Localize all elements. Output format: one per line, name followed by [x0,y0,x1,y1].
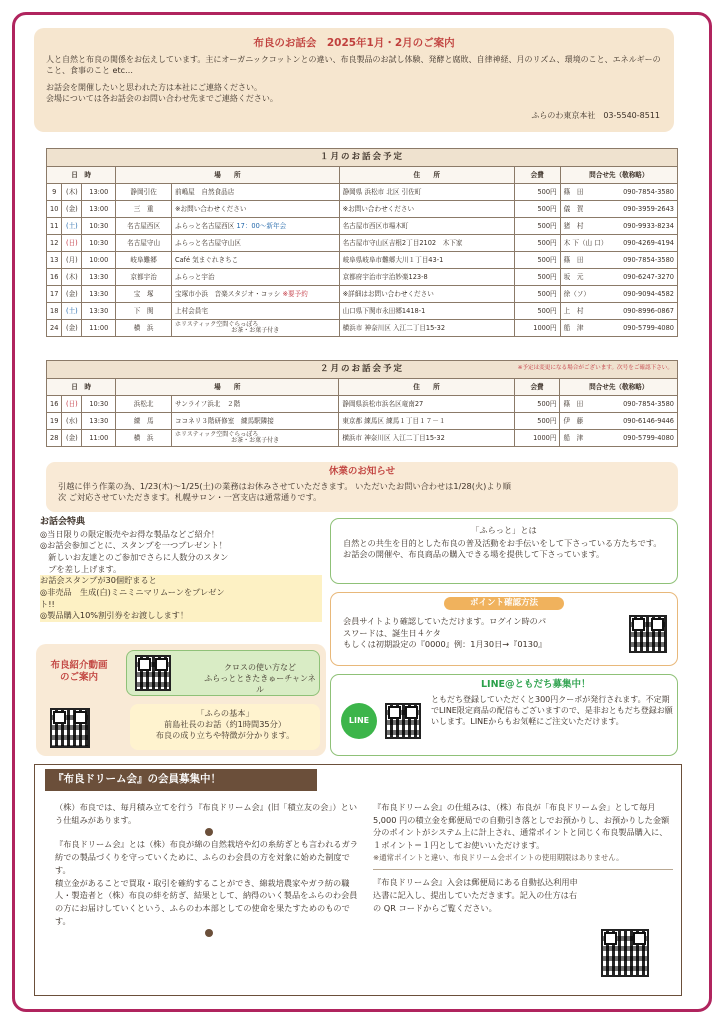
event-fee: 500円 [514,286,560,303]
venue-name: 宝塚市小浜 音楽スタジオ・コッシ ※要予約 [172,286,340,303]
intro-para-1: 人と自然と布良の関係をお伝えしています。主にオーガニックコットンとの違い、布良製品のお試し体験、発酵と腐敗、自律神経、月のリズム、環境のこと、エネルギーのこと、食事のこと etc… [46,55,661,75]
february-schedule-title [47,361,678,379]
basics-video-qr-code[interactable] [50,708,90,748]
contact-cell [560,252,677,269]
february-schedule-title-text: ２月のお話会予定 [319,363,404,374]
event-fee: 1000円 [514,320,560,337]
col-header-fee: 会費 [514,167,560,184]
contact-name: 儀 賀 [563,204,584,213]
event-weekday: (木) [62,184,82,201]
event-time: 13:00 [82,201,116,218]
venue-name: ココネリ３階研修室 練馬駅隣接 [171,413,338,430]
col-header-venue: 場 所 [116,167,339,184]
col-header-datetime: 日 時 [47,379,116,396]
event-city: 宝 塚 [116,286,172,303]
dream-qr-code[interactable] [601,929,649,977]
contact-cell [560,235,677,252]
venue-address: 名古屋市守山区吉根2丁目2102 木下家 [339,235,514,252]
benefit-line: ◎非売品 生成(白)ミニミニマリムーンをプレゼン [40,587,322,599]
video-title [44,660,114,685]
contact-phone: 090-9094-4582 [623,289,674,298]
benefit-line: お話会スタンプが30個貯まると [40,575,322,587]
event-day: 10 [47,201,62,218]
venue-name: サンライフ浜北 ２階 [171,396,338,413]
contact-phone: 090-5799-4080 [623,323,674,332]
furatto-panel [330,518,678,584]
venue-address: 山口県下関市永田郷1418-1 [339,303,514,320]
event-weekday: (月) [62,252,82,269]
furatto-title: 「ふらっと」とは [471,525,537,535]
venue-address: 静岡県浜松市浜名区竜南27 [339,396,514,413]
dream-apply-text: 『布良ドリーム会』入会は郵便局にある自動払込利用申込書に記入し、提出していただきます。記入の仕方は右の QR コードからご覧ください。 [373,877,578,913]
schedule-row [47,413,678,430]
venue-address: 岐阜県岐阜市難郷大川１丁目43-1 [339,252,514,269]
venue-address: 静岡県 浜松市 北区 引佐町 [339,184,514,201]
line-text: ともだち登録していただくと300円クーポが発行されます。不定期でLINE限定商品の配信もございますので、是非おともだち登録お願いします。LINEからもお気軽にご注文いただけます。 [431,695,673,726]
venue-name: 上村会員宅 [172,303,340,320]
col-header-contact: 問合せ先（敬称略） [560,379,678,396]
event-time: 13:30 [82,303,116,320]
contact-cell [560,184,677,201]
event-day: 11 [47,218,62,235]
event-time: 10:00 [82,252,116,269]
point-panel [330,592,678,666]
contact-name: 猪 村 [563,221,584,230]
schedule-row [47,184,678,201]
closure-notice [46,462,678,512]
venue-address: 横浜市 神奈川区 入江二丁目15-32 [339,320,514,337]
benefits-title: お話会特典 [40,517,86,527]
event-day: 16 [47,396,62,413]
schedule-row [47,286,678,303]
intro-title: 布良のお話会 2025年1月・2月のご案内 [253,37,455,49]
venue-name: ふらっと宇治 [172,269,340,286]
dream-para-2: 『布良ドリーム会』とは（株）布良が綿の自然栽培や幻の糸紡ぎとも言われるガラ紡での製品づくりを守っていくために、ふらのわ会員の方を対象に始めた制度です。 [55,839,358,875]
schedule-row [47,320,678,337]
benefit-line: ◎製品購入10%割引券をお渡しします！ [40,610,322,622]
benefit-line: 新しいお友達とのご参加でさらに人数分のスタン [40,552,229,563]
intro-panel [34,28,674,132]
contact-name: 坂 元 [563,272,584,281]
venue-address: ※詳細はお問い合わせください [339,286,514,303]
event-city: 浜松北 [116,396,172,413]
closure-text-2: 次 ご対応させていただきます。札幌サロン・一宮支店は通常通りです。 [58,491,322,502]
event-weekday: (金) [62,320,82,337]
benefit-line: ト!! [40,599,322,611]
channel-qr-code[interactable] [135,655,171,691]
event-time: 11:00 [82,430,116,447]
schedule-change-note: ※予定は変更になる場合がございます。次号をご確認下さい。 [517,365,673,371]
february-schedule-table [46,360,678,447]
event-fee: 500円 [514,269,560,286]
event-city: 岐阜難郷 [116,252,172,269]
event-time: 10:30 [82,235,116,252]
event-day: 12 [47,235,62,252]
event-city: 練 馬 [116,413,172,430]
bullet-dot-icon [205,828,213,836]
event-day: 24 [47,320,62,337]
venue-name: 前嶋屋 自然食品店 [172,184,340,201]
venue-address: 東京都 練馬区 練馬１丁目１７－１ [339,413,514,430]
schedule-row [47,218,678,235]
schedule-row [47,252,678,269]
dream-club-panel [34,764,682,996]
event-fee: 500円 [514,235,560,252]
line-qr-code[interactable] [385,703,421,739]
event-city: 下 関 [116,303,172,320]
event-day: 16 [47,269,62,286]
dream-expiry-note: ※通常ポイントと違い、布良ドリーム会ポイントの使用期限はありません。 [373,852,624,862]
col-header-contact: 問合せ先（敬称略） [560,167,677,184]
event-time: 13:30 [82,286,116,303]
intro-para-3: 会場については各お話会のお問い合わせ先までご連絡ください。 [46,93,278,103]
event-fee: 500円 [514,396,560,413]
event-weekday: (木) [62,269,82,286]
event-time: 13:00 [82,184,116,201]
channel-text-1: クロスの使い方など [224,663,296,672]
contact-name: 徐（ソ） [563,289,591,298]
dream-para-1: （株）布良では、毎月積み立てを行う『布良ドリーム会』(旧「積立友の会」）という仕組みがあります。 [55,802,358,825]
event-city: 横 浜 [116,430,172,447]
benefit-line: プを差し上げます。 [40,563,122,574]
venue-name: ホリスティック空間ぐらっぽろ お茶・お菓子付き [172,320,340,337]
basics-box [130,704,320,750]
event-day: 17 [47,286,62,303]
point-text-1: 会員サイトより確認していただけます。ログイン時のパ [343,616,547,627]
point-text-2: スワードは、誕生日４ケタ [343,627,441,638]
venue-address: 横浜市 神奈川区 入江二丁目15-32 [339,430,514,447]
schedule-row [47,269,678,286]
basics-title: 「ふらの基本」 [196,708,254,718]
event-time: 10:30 [82,396,116,413]
venue-name: Café 気まぐれきちこ [172,252,340,269]
event-city: 名古屋守山 [116,235,172,252]
contact-phone: 090-7854-3580 [623,255,674,264]
channel-text-2: ふらっとときたきゅーチャンネル [204,673,316,694]
intro-contact: ふらのわ東京本社 03-5540-8511 [531,111,660,121]
benefit-line: ◎お話会参加ごとに、スタンプを一つプレゼント！ [40,540,227,551]
video-title-line-1: 布良紹介動画 [50,660,108,671]
contact-phone: 090-8996-0867 [623,306,674,315]
event-city: 横 浜 [116,320,172,337]
contact-name: 船 津 [563,433,584,442]
event-fee: 500円 [514,201,560,218]
event-day: 18 [47,303,62,320]
benefit-line: ◎当日限りの限定販売やお得な製品などご紹介！ [40,528,220,539]
contact-name: 篠 田 [563,187,584,196]
channel-box [126,650,320,696]
event-fee: 500円 [514,413,560,430]
event-city: 静岡引佐 [116,184,172,201]
contact-phone: 090-6247-3270 [623,272,674,281]
venue-address: 京都府宇治市宇治妙楽123-8 [339,269,514,286]
venue-name: ※お問い合わせください [172,201,340,218]
event-day: 9 [47,184,62,201]
contact-phone: 090-6146-9446 [623,416,674,425]
event-day: 19 [47,413,62,430]
basics-text-2: 布良の成り立ちや特徴が分かります。 [155,730,295,741]
schedule-row [47,396,678,413]
basics-text-1: 前島社長のお話（約1時間35分） [163,719,287,730]
venue-name: ホリスティック空間ぐらっぽろ お茶・お菓子付き [171,430,338,447]
schedule-row [47,430,678,447]
contact-cell [560,218,677,235]
contact-name: 船 津 [563,323,584,332]
bullet-dot-icon [205,929,213,937]
contact-name: 木 下（山 口） [563,238,608,247]
closure-text-1: 引越に伴う作業の為、1/23(木)～1/25(土)の業務はお休みさせていただきます。 いただいたお問い合わせは1/28(火)より順 [58,480,511,491]
dream-header: 『布良ドリーム会』の会員募集中！ [45,769,317,791]
point-qr-code[interactable] [629,615,667,653]
contact-name: 上 村 [563,306,584,315]
event-weekday: (土) [62,303,82,320]
contact-name: 篠 田 [563,255,584,264]
line-panel [330,674,678,756]
contact-cell [560,430,678,447]
contact-cell [560,269,677,286]
point-text-3: もしくは初期設定の『0000』例：1月30日→『0130』 [343,638,547,649]
contact-cell [560,303,677,320]
event-time: 10:30 [82,218,116,235]
event-fee: 500円 [514,252,560,269]
contact-cell [560,320,677,337]
venue-address: 名古屋市西区市場木町 [339,218,514,235]
event-day: 28 [47,430,62,447]
contact-phone: 090-7854-3580 [623,399,674,408]
contact-phone: 090-3959-2643 [623,204,674,213]
col-header-address: 住 所 [339,379,514,396]
venue-address: ※お問い合わせください [339,201,514,218]
contact-phone: 090-5799-4080 [623,433,674,442]
january-schedule-title: １月のお話会予定 [47,149,678,167]
contact-name: 篠 田 [563,399,584,408]
event-weekday: (土) [62,218,82,235]
event-fee: 1000円 [514,430,560,447]
january-schedule-table [46,148,678,337]
contact-phone: 090-4269-4194 [623,238,674,247]
closure-title: 休業のお知らせ [328,466,396,477]
event-city: 京都宇治 [116,269,172,286]
schedule-row [47,235,678,252]
contact-phone: 090-7854-3580 [623,187,674,196]
contact-cell [560,201,677,218]
event-time: 13:30 [82,269,116,286]
schedule-row [47,303,678,320]
contact-cell [560,286,677,303]
contact-phone: 090-9933-8234 [623,221,674,230]
contact-cell [560,396,678,413]
contact-cell [560,413,678,430]
event-weekday: (金) [62,430,82,447]
dream-para-3: 積立金があることで買取・取引を確約することができ、綿栽培農家やガラ紡の職人・製造者と（株）布良の絆を紡ぎ、結果として、納得のいく製品をふらのわ会員の方にお届けしていくという、ふらのわ本部としての使命を果たすためのものです。 [55,877,358,926]
col-header-venue: 場 所 [116,379,339,396]
event-city: 名古屋西区 [116,218,172,235]
event-weekday: (日) [62,396,82,413]
video-panel [36,644,326,756]
line-title: LINE@ともだち募集中！ [481,679,591,690]
line-logo-icon: LINE [341,703,377,739]
event-fee: 500円 [514,218,560,235]
venue-name: ふらっと名古屋守山区 [172,235,340,252]
schedule-row [47,201,678,218]
event-time: 11:00 [82,320,116,337]
event-weekday: (日) [62,235,82,252]
event-city: 三 重 [116,201,172,218]
event-weekday: (水) [62,413,82,430]
event-time: 13:30 [82,413,116,430]
intro-para-2: お話会を開催したいと思われた方は本社にご連絡ください。 [46,82,262,92]
event-fee: 500円 [514,303,560,320]
benefits-list [40,516,322,622]
furatto-text: 自然との共生を目的とした布良の普及活動をお手伝いをして下さっている方たちです。お話会の開催や、布良商品の購入できる場を提供して下さっています。 [343,538,662,560]
event-fee: 500円 [514,184,560,201]
video-title-line-2: のご案内 [59,672,98,684]
col-header-datetime: 日 時 [47,167,116,184]
point-title: ポイント確認方法 [444,597,564,610]
dream-mechanism-text: 『布良ドリーム会』の仕組みは、（株）布良が「布良ドリーム会」として毎月 5,000 円の積立金を郵便局での自動引き落としでお預かりし、お預かりした金額分のポイントがシステム上に計上され、通常ポイントと同じく布良製品購入に、１ポイント＝１円としてお使いいただけます。 [373,802,670,851]
contact-name: 伊 藤 [563,416,584,425]
col-header-address: 住 所 [339,167,514,184]
event-day: 13 [47,252,62,269]
col-header-fee: 会費 [514,379,560,396]
event-weekday: (金) [62,286,82,303]
venue-name: ふらっと名古屋西区 17：00～新年会 [172,218,340,235]
event-weekday: (金) [62,201,82,218]
